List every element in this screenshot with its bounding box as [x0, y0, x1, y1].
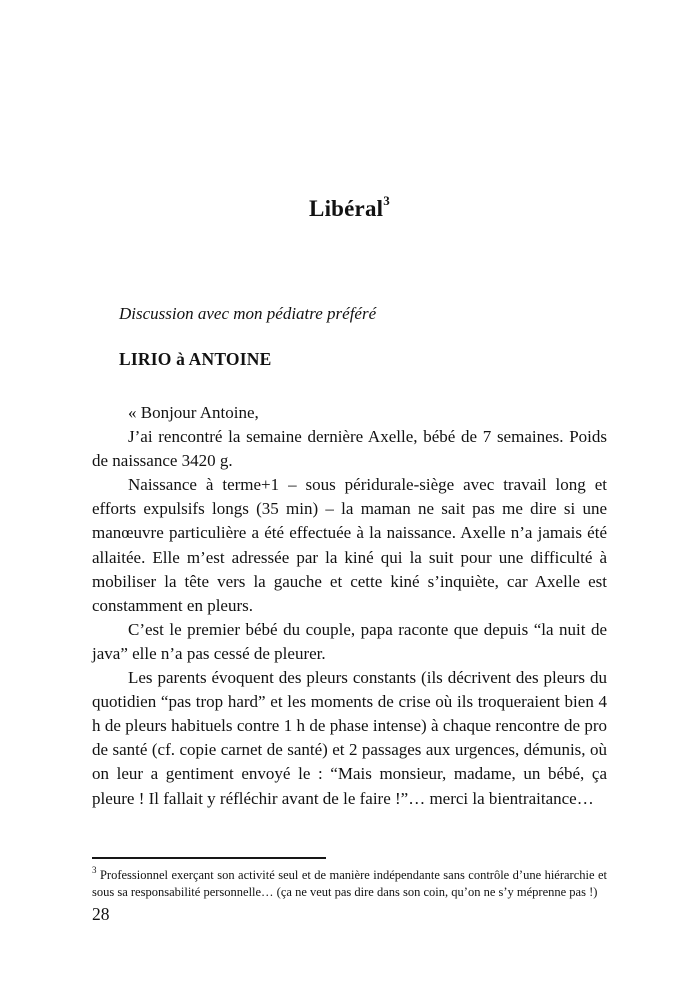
paragraph: Naissance à terme+1 – sous péridurale-siège avec travail long et efforts expulsifs longs (35 min) – la maman ne sait pas me dire si une manœuvre particulière a été effectuée à la naissance. Axelle n’a jamais été allaitée. Elle m’est adressée par la kiné qui la suit pour une difficulté à mobiliser la tête vers la gauche et cette kiné s’inquiète, car Axelle est constamment en pleurs.	[92, 475, 607, 615]
chapter-title-text: Libéral	[309, 196, 384, 221]
footnote-separator	[92, 857, 326, 859]
paragraph: J’ai rencontré la semaine dernière Axelle, bébé de 7 semaines. Poids de naissance 3420 g.	[92, 427, 607, 471]
footnote-text: Professionnel exerçant son activité seul et de manière indépendante sans contrôle d’une hiérarchie et sous sa responsabilité personnelle… (ça ne veut pas dire dans son coin, qu’on ne s’y méprenne pas !)	[92, 868, 607, 900]
paragraph: C’est le premier bébé du couple, papa raconte que depuis “la nuit de java” elle n’a pas cessé de pleurer.	[92, 619, 607, 663]
page-number: 28	[92, 904, 110, 925]
body-text	[92, 401, 607, 811]
footnote-marker: 3	[92, 864, 97, 875]
subtitle-italic: Discussion avec mon pédiatre préféré	[119, 304, 377, 323]
paragraph: Les parents évoquent des pleurs constants (ils décrivent des pleurs du quotidien “pas trop hard” et les moments de crise où ils troqueraient bien 4 h de pleurs habituels contre 1 h de phase intense) à chaque rencontre de pro de santé (cf. copie carnet de santé) et 2 passages aux urgences, démunis, où on leur a gentiment envoyé le : “Mais monsieur, madame, un bébé, ça pleure ! Il fallait y réfléchir avant de le faire !”… merci la bientraitance…	[92, 668, 607, 808]
footnote-reference: 3	[383, 193, 390, 209]
chapter-title	[92, 194, 607, 224]
page-footer	[92, 857, 607, 925]
footnote	[92, 864, 607, 901]
section-heading: LIRIO à ANTOINE	[119, 349, 272, 369]
text-column	[92, 0, 607, 811]
paragraph-salutation: « Bonjour Antoine,	[128, 403, 259, 422]
